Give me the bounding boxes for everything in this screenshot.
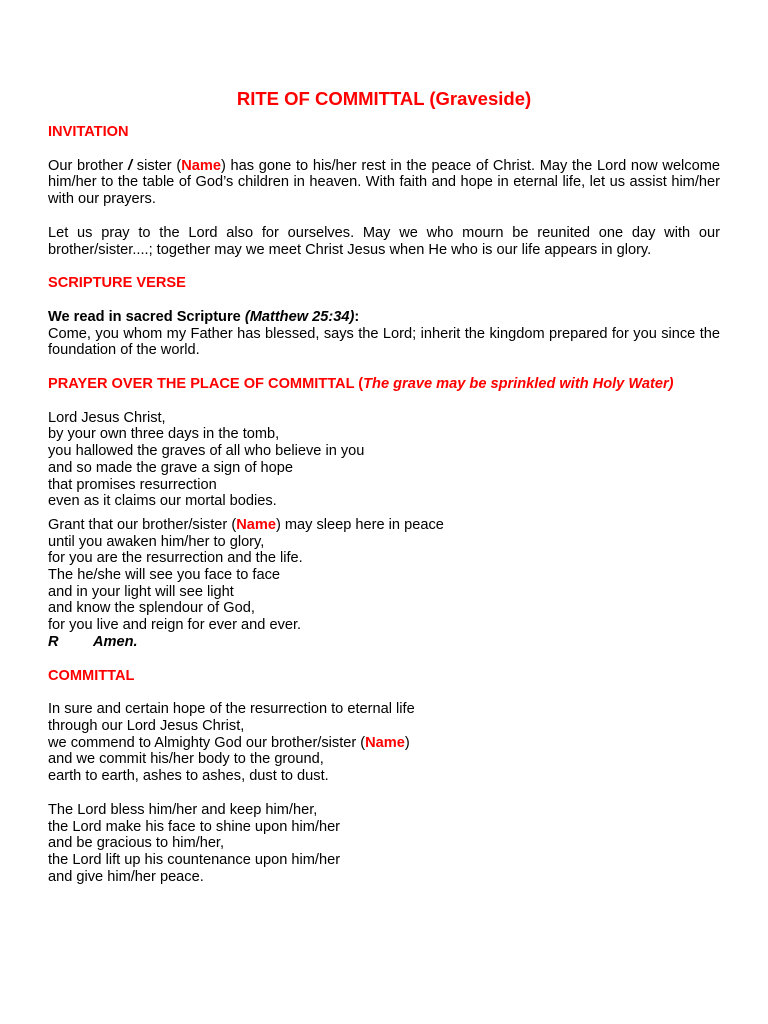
prayer-line: Grant that our brother/sister (Name) may sleep here in peace <box>48 516 444 533</box>
prayer-line: even as it claims our mortal bodies. <box>48 493 277 510</box>
prayer-line: for you are the resurrection and the life. <box>48 550 303 567</box>
scripture-intro: We read in sacred Scripture (Matthew 25:34): <box>48 308 360 325</box>
committal-stanza-1 <box>48 701 720 785</box>
scripture-verse: Come, you whom my Father has blessed, says the Lord; inherit the kingdom prepared for you since the foundation of the world. <box>48 325 720 359</box>
committal-line: and we commit his/her body to the ground, <box>48 751 324 768</box>
invitation-paragraph-1: Our brother / sister (Name) has gone to his/her rest in the peace of Christ. May the Lord now welcome him/her to the table of God’s children in heaven. With faith and hope in eternal life, let us assist him/her with our prayers. <box>48 157 720 208</box>
invitation-heading: INVITATION <box>48 124 129 140</box>
committal-line: and give him/her peace. <box>48 868 204 885</box>
prayer-line: and know the splendour of God, <box>48 600 255 617</box>
committal-line: we commend to Almighty God our brother/sister (Name) <box>48 734 410 751</box>
page-title: RITE OF COMMITTAL (Graveside) <box>236 88 532 109</box>
prayer-stanza-2 <box>48 517 720 651</box>
prayer-stanza-1 <box>48 410 720 510</box>
name-placeholder: Name <box>236 516 276 533</box>
invitation-paragraph-2: Let us pray to the Lord also for ourselves. May we who mourn be reunited one day with our brother/sister....; together may we meet Christ Jesus when He who is our life appears in glory. <box>48 224 720 258</box>
scripture-heading: SCRIPTURE VERSE <box>48 275 186 292</box>
committal-line: and be gracious to him/her, <box>48 835 225 852</box>
committal-stanza-2 <box>48 802 720 886</box>
prayer-line: Lord Jesus Christ, <box>48 409 166 426</box>
prayer-line: until you awaken him/her to glory, <box>48 533 265 550</box>
committal-line: the Lord lift up his countenance upon him/her <box>48 851 341 868</box>
prayer-line: for you live and reign for ever and ever. <box>48 617 302 634</box>
scripture-reference: (Matthew 25:34) <box>244 308 355 325</box>
committal-line: earth to earth, ashes to ashes, dust to dust. <box>48 768 329 785</box>
response-amen: R Amen. <box>48 633 138 650</box>
committal-line: In sure and certain hope of the resurrection to eternal life <box>48 701 415 718</box>
prayer-heading: PRAYER OVER THE PLACE OF COMMITTAL (The grave may be sprinkled with Holy Water) <box>48 376 674 393</box>
prayer-line: and in your light will see light <box>48 583 234 600</box>
committal-line: the Lord make his face to shine upon him/her <box>48 818 341 835</box>
document-body <box>48 124 720 885</box>
committal-heading: COMMITTAL <box>48 667 135 684</box>
prayer-line: by your own three days in the tomb, <box>48 426 280 443</box>
prayer-line: and so made the grave a sign of hope <box>48 459 294 476</box>
prayer-line: The he/she will see you face to face <box>48 567 281 584</box>
name-placeholder: Name <box>365 734 405 751</box>
prayer-line: you hallowed the graves of all who believe in you <box>48 443 365 460</box>
prayer-line: that promises resurrection <box>48 476 217 493</box>
committal-line: The Lord bless him/her and keep him/her, <box>48 801 318 818</box>
name-placeholder: Name <box>181 157 221 174</box>
committal-line: through our Lord Jesus Christ, <box>48 717 245 734</box>
